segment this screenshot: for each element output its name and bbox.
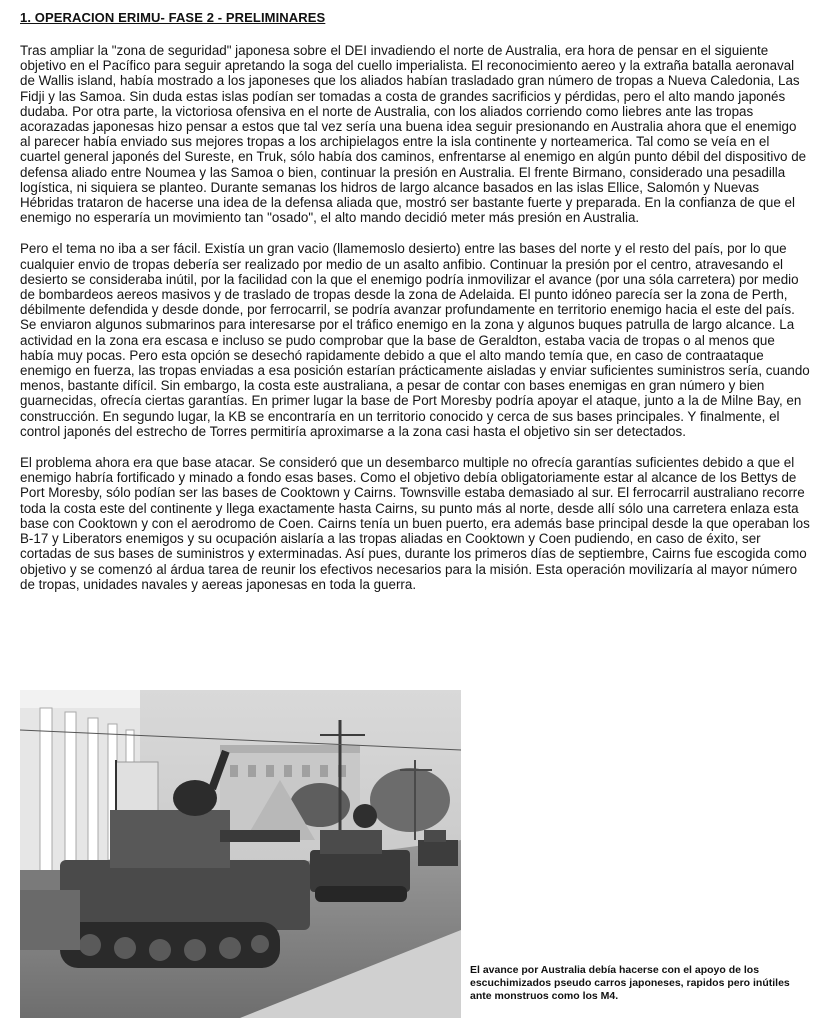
body-text	[20, 43, 810, 608]
paragraph-2: Pero el tema no iba a ser fácil. Existía un gran vacio (llamemoslo desierto) entre las bases del norte y el resto del país, por lo que cualquier envio de tropas debería ser realizado por medio de un asalto anfibio. Continuar la presión por el centro, atravesando el desierto se consideraba inútil, por la facilidad con la que el enemigo podría inmovilizar el avance (por una sóla carretera) por medio de bombardeos aereos masivos y de traslado de tropas desde la zona de Adelaida. El punto idóneo parecía ser la zona de Perth, débilmente defendida y desde donde, por ferrocarril, se podría avanzar profundamente en territorio enemigo hacia el este del país. Se enviaron algunos submarinos para interesarse por el tráfico enemigo en la zona y algunos buques patrulla de largo alcance. La actividad en la zona era escasa e incluso se pudo comprobar que la base de Geraldton, estaba vacia de tropas o al menos que había muy pocas. Pero esta opción se desechó rapidamente debido a que el alto mando temía que, en caso de contraataque enemigo en fuerza, las tropas enviadas a esa posición estarían prácticamente aisladas y enviar suficientes suministros sería, cuando menos, bastante difícil. Sin embargo, la costa este australiana, a pesar de contar con bases enemigas en gran número y bien guarnecidas, ofrecía ciertas garantías. En primer lugar la base de Port Moresby podría apoyar el ataque, junto a la de Milne Bay, en construcción. En segundo lugar, la KB se encontraría en un territorio conocido y cerca de sus bases principales. Y finalmente, el control japonés del estrecho de Torres permitiría aproximarse a la zona casi hasta el objetivo sin ser detectados.	[20, 241, 810, 439]
section-title: 1. OPERACION ERIMU- FASE 2 - PRELIMINARES	[20, 10, 326, 25]
tank-photo-illustration	[20, 690, 461, 1018]
tank-photo	[20, 690, 461, 1018]
paragraph-3: El problema ahora era que base atacar. Se consideró que un desembarco multiple no ofrecía garantías suficientes debido a que el enemigo habría fortificado y minado a fondo esas bases. Como el objetivo debía obligatoriamente estar al alcance de los Bettys de Port Moresby, sólo podían ser las bases de Cooktown y Cairns. Townsville estaba demasiado al sur. El ferrocarril australiano recorre toda la costa este del continente y llega exactamente hasta Cairns, su punto más al norte, desde allí sólo una carretera enlaza esta base con Cooktown y con el aerodromo de Coen. Cairns tenía un buen puerto, era además base principal desde la que operaban los B-17 y Liberators enemigos y su ocupación aislaría a las tropas aliadas en Cooktown y Coen pudiendo, en caso de éxito, ser cortadas de sus bases de suministros y exterminadas. Así pues, durante los primeros días de septiembre, Cairns fue escogida como objetivo y se comenzó al árdua tarea de reunir los efectivos necesarios para la misión. Esta operación movilizaría al mayor número de tropas, unidades navales y aereas japonesas en toda la guerra.	[20, 455, 810, 592]
photo-caption: El avance por Australia debía hacerse con el apoyo de los escuchimizados pseudo carros japoneses, rapidos pero inútiles ante monstruos como los M4.	[470, 964, 790, 1002]
paragraph-1: Tras ampliar la "zona de seguridad" japonesa sobre el DEI invadiendo el norte de Australia, era hora de pensar en el siguiente objetivo en el Pacífico para seguir apretando la soga del cuello imperialista. El reconocimiento aereo y la extraña batalla aeronaval de Wallis island, había mostrado a los japoneses que los aliados habían trasladado gran número de tropas a Nueva Caledonia, Las Fidji y las Samoa. Sin duda estas islas podían ser tomadas a costa de grandes sacrificios y pérdidas, pero el alto mando japonés dudaba. Por otra parte, la victoriosa ofensiva en el norte de Australia, con los aliados corriendo como liebres ante las tropas acorazadas japonesas hizo pensar a estos que tal vez sería una buena idea seguir presionando en Australia ahora que el enemigo al parecer había enviado sus mejores tropas a los archipielagos entre la isla continente y norteamerica. Tal como se veía en el cuartel general japonés del Sureste, en Truk, sólo había dos caminos, enfrentarse al enemigo en algún punto débil del dispositivo de defensa aliado entre Noumea y las Samoa o bien, continuar la presión en Australia. El frente Birmano, considerado una pesadilla logística, ni siquiera se planteo. Durante semanas los hidros de largo alcance basados en las islas Ellice, Salomón y Nuevas Hébridas trataron de hacerse una idea de la defensa aliada que, mostró ser bastante fuerte y preparada. En la confianza de que el enemigo no esperaría un movimiento tan "osado", el alto mando decidió meter más presión en Australia.	[20, 43, 807, 226]
